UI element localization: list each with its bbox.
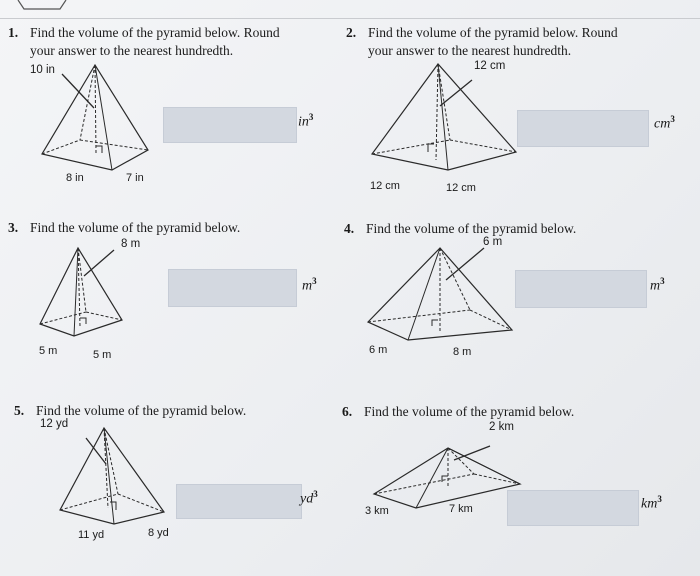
base-label-a: 12 cm xyxy=(370,180,400,192)
unit-text: km xyxy=(641,496,658,512)
unit-exponent: 3 xyxy=(312,276,317,286)
unit-exponent: 3 xyxy=(670,114,675,124)
question-number: 2. xyxy=(346,25,357,40)
unit-exponent: 3 xyxy=(660,276,665,286)
question-line-2: your answer to the nearest hundredth. xyxy=(30,43,234,58)
answer-input-5[interactable] xyxy=(176,484,302,519)
question-number: 6. xyxy=(342,404,353,419)
answer-unit-2 xyxy=(654,114,675,133)
pyramid-diagram-3 xyxy=(36,244,156,354)
question-2-text xyxy=(346,24,618,60)
unit-text: m xyxy=(302,278,313,294)
question-line-1: Find the volume of the pyramid below. xyxy=(30,220,241,235)
unit-exponent: 3 xyxy=(313,489,318,499)
base-label-b: 5 m xyxy=(93,349,112,361)
base-label-b: 7 in xyxy=(126,172,144,184)
answer-unit-6 xyxy=(641,494,662,513)
question-1-text xyxy=(8,24,280,60)
question-line-1: Find the volume of the pyramid below. Round xyxy=(368,25,618,40)
question-4-text xyxy=(344,220,576,238)
unit-text: m xyxy=(650,278,661,294)
height-label: 2 km xyxy=(489,421,514,433)
question-line-1: Find the volume of the pyramid below. Round xyxy=(30,25,280,40)
base-label-a: 6 m xyxy=(369,344,388,356)
question-number: 1. xyxy=(8,25,19,40)
unit-text: cm xyxy=(654,116,671,132)
answer-input-2[interactable] xyxy=(517,110,649,147)
base-label-b: 8 m xyxy=(453,346,472,358)
base-label-a: 8 in xyxy=(66,172,84,184)
unit-text: yd xyxy=(300,491,314,507)
height-label: 12 yd xyxy=(40,418,69,430)
question-line-2: your answer to the nearest hundredth. xyxy=(368,43,572,58)
unit-text: in xyxy=(298,114,309,130)
answer-unit-3 xyxy=(302,276,317,295)
unit-exponent: 3 xyxy=(308,112,314,122)
question-number: 4. xyxy=(344,221,355,236)
question-line-1: Find the volume of the pyramid below. xyxy=(36,403,247,418)
answer-input-4[interactable] xyxy=(515,270,647,308)
base-label-a: 11 yd xyxy=(78,529,105,541)
question-3-text xyxy=(8,219,240,237)
base-label-b: 7 km xyxy=(449,503,473,515)
unit-exponent: 3 xyxy=(657,494,662,504)
pyramid-diagram-4 xyxy=(366,244,536,354)
question-line-1: Find the volume of the pyramid below. xyxy=(366,221,577,236)
height-label: 6 m xyxy=(483,236,503,248)
pyramid-diagram-5 xyxy=(54,424,184,534)
answer-input-6[interactable] xyxy=(507,490,639,526)
answer-unit-1 xyxy=(298,112,313,131)
pyramid-diagram-2 xyxy=(368,58,528,178)
height-label: 10 in xyxy=(30,64,55,76)
base-label-a: 3 km xyxy=(365,505,389,517)
answer-input-1[interactable] xyxy=(163,107,297,143)
base-label-a: 5 m xyxy=(39,345,58,357)
answer-unit-4 xyxy=(650,276,665,295)
base-label-b: 8 yd xyxy=(148,527,169,539)
pyramid-diagram-1 xyxy=(30,60,170,180)
corner-mark xyxy=(0,0,80,16)
question-6-text xyxy=(342,403,574,421)
question-line-1: Find the volume of the pyramid below. xyxy=(364,404,575,419)
question-number: 3. xyxy=(8,220,19,235)
base-label-b: 12 cm xyxy=(446,182,476,194)
height-label: 12 cm xyxy=(474,60,506,72)
answer-unit-5 xyxy=(300,489,318,508)
question-number: 5. xyxy=(14,403,25,418)
height-label: 8 m xyxy=(121,238,141,250)
top-divider xyxy=(0,18,700,19)
answer-input-3[interactable] xyxy=(168,269,297,307)
